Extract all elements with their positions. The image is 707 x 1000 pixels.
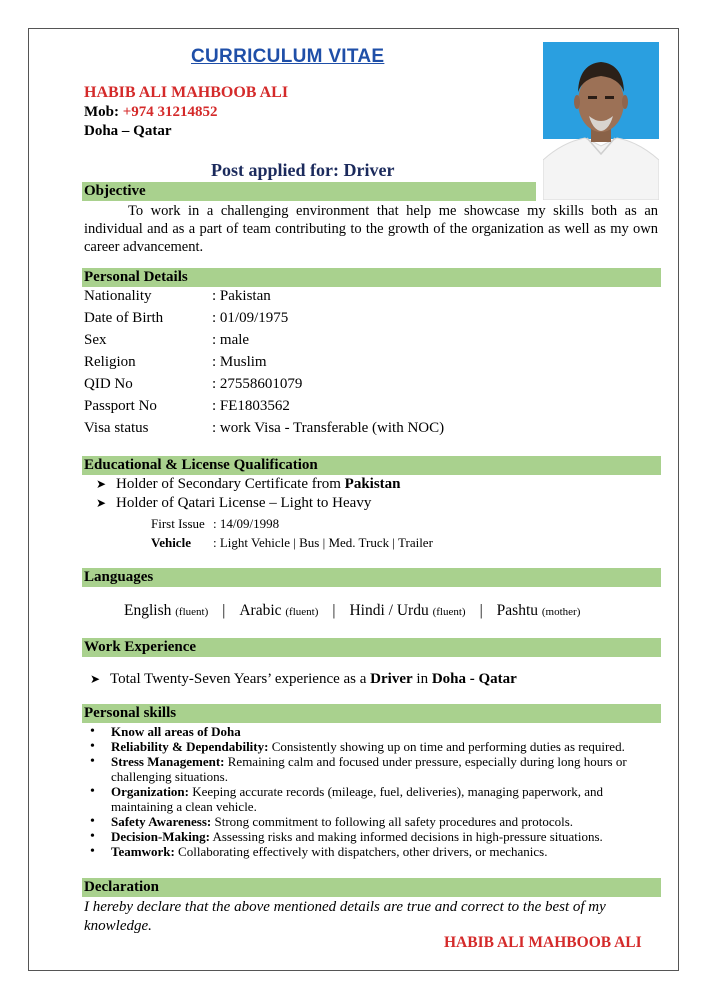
detail-religion: Religion : Muslim [84, 354, 267, 370]
skill-item: • Safety Awareness: Strong commitment to following all safety procedures and protocols. [84, 814, 676, 829]
education-item: ➤ Holder of Secondary Certificate from Pakistan [96, 476, 401, 492]
document-title: CURRICULUM VITAE [191, 46, 385, 67]
section-personal-details: Personal Details [82, 268, 661, 287]
section-work-experience: Work Experience [82, 638, 661, 657]
work-experience-item: ➤ Total Twenty-Seven Years’ experience as a Driver in Doha - Qatar [90, 671, 517, 687]
arrow-bullet-icon: ➤ [90, 672, 101, 686]
language-hindi-urdu: Hindi / Urdu (fluent) [349, 602, 466, 619]
detail-dob: Date of Birth : 01/09/1975 [84, 310, 289, 326]
section-education: Educational & License Qualification [82, 456, 661, 475]
mobile-label: Mob: [84, 104, 119, 120]
skill-item: • Reliability & Dependability: Consistently showing up on time and performing duties as required. [84, 739, 676, 754]
detail-passport: Passport No : FE1803562 [84, 398, 290, 414]
mobile-line [84, 104, 218, 121]
detail-sex: Sex : male [84, 332, 250, 348]
license-vehicle: Vehicle : Light Vehicle | Bus | Med. Truck | Trailer [151, 535, 433, 550]
skill-item: • Decision-Making: Assessing risks and making informed decisions in high-pressure situations. [84, 829, 676, 844]
skills-list [84, 724, 676, 859]
applicant-name: HABIB ALI MAHBOOB ALI [84, 84, 289, 101]
section-personal-skills: Personal skills [82, 704, 661, 723]
section-objective: Objective [82, 182, 536, 201]
objective-text: To work in a challenging environment that help me showcase my skills both as an individual and as a part of team contributing to the growth of the organization as well as my own career advancement. [84, 203, 658, 255]
skill-item: • Teamwork: Collaborating effectively with dispatchers, other drivers, or mechanics. [84, 844, 676, 859]
skill-item: • Organization: Keeping accurate records (mileage, fuel, deliveries), managing paperwork, and maintaining a clean vehicle. [84, 784, 656, 814]
portrait-image [543, 42, 659, 200]
declaration-text: I hereby declare that the above mentioned details are true and correct to the best of my knowledge. [84, 899, 606, 934]
mobile-number: +974 31214852 [122, 104, 218, 120]
detail-nationality: Nationality : Pakistan [84, 288, 271, 304]
post-applied: Post applied for: Driver [211, 160, 395, 180]
languages-line: English (fluent) | Arabic (fluent) | Hindi / Urdu (fluent) | Pashtu (mother) [124, 602, 581, 619]
detail-visa: Visa status : work Visa - Transferable (with NOC) [84, 420, 445, 436]
section-languages: Languages [82, 568, 661, 587]
signature-name: HABIB ALI MAHBOOB ALI [444, 934, 642, 951]
language-pashtu: Pashtu (mother) [496, 602, 581, 619]
skill-item: • Stress Management: Remaining calm and focused under pressure, especially during long hours or challenging situations. [84, 754, 631, 784]
education-item: ➤ Holder of Qatari License – Light to Heavy [96, 495, 372, 511]
license-first-issue: First Issue : 14/09/1998 [151, 516, 280, 531]
language-english: English (fluent) [124, 602, 209, 619]
language-arabic: Arabic (fluent) [239, 602, 319, 619]
skill-item: • Know all areas of Doha [84, 724, 676, 739]
profile-photo [543, 42, 659, 200]
location: Doha – Qatar [84, 123, 172, 139]
section-declaration: Declaration [82, 878, 661, 897]
arrow-bullet-icon: ➤ [96, 477, 107, 491]
arrow-bullet-icon: ➤ [96, 496, 107, 510]
detail-qid: QID No : 27558601079 [84, 376, 303, 392]
